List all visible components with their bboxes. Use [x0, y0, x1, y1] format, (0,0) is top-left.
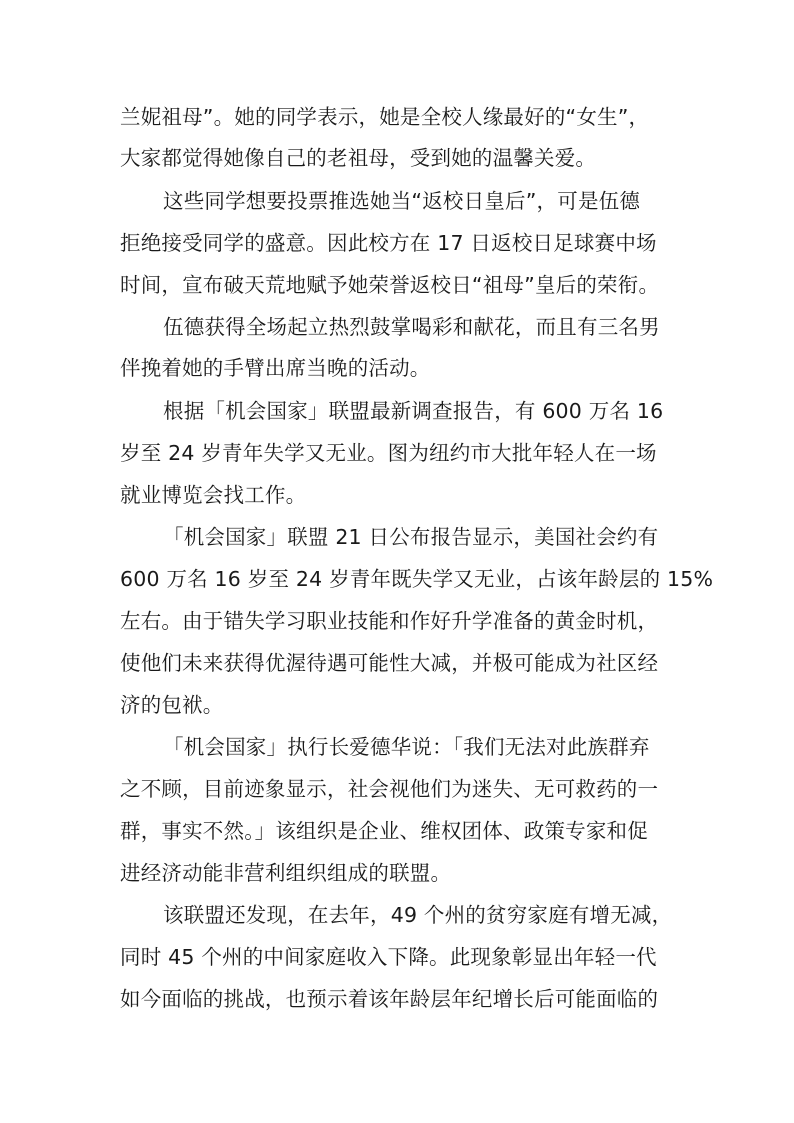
paragraph-line: 「机会国家」联盟 21 日公布报告显示，美国社会约有 — [163, 525, 659, 549]
paragraph-line: 大家都觉得她像自己的老祖母，受到她的温馨关爱。 — [120, 146, 597, 170]
paragraph-line: 伴挽着她的手臂出席当晚的活动。 — [120, 356, 431, 380]
paragraph-line: 伍德获得全场起立热烈鼓掌喝彩和献花，而且有三名男 — [163, 315, 660, 339]
paragraph-line: 之不顾，目前迹象显示，社会视他们为迷失、无可救药的一 — [120, 777, 659, 801]
paragraph-line: 时间，宣布破天荒地赋予她荣誉返校日“祖母”皇后的荣衔。 — [120, 273, 660, 297]
paragraph-line: 兰妮祖母”。她的同学表示，她是全校人缘最好的“女生”， — [120, 105, 650, 129]
paragraph-line: 如今面临的挑战，也预示着该年龄层年纪增长后可能面临的 — [120, 987, 659, 1011]
paragraph-line: 这些同学想要投票推选她当“返校日皇后”，可是伍德 — [163, 189, 641, 213]
paragraph-line: 同时 45 个州的中间家庭收入下降。此现象彰显出年轻一代 — [120, 945, 657, 969]
paragraph-line: 拒绝接受同学的盛意。因此校方在 17 日返校日足球赛中场 — [120, 231, 657, 255]
paragraph-line: 「机会国家」执行长爱德华说：「我们无法对此族群弃 — [163, 735, 650, 759]
paragraph-line: 左右。由于错失学习职业技能和作好升学准备的黄金时机， — [120, 609, 659, 633]
paragraph-line: 使他们未来获得优渥待遇可能性大减，并极可能成为社区经 — [120, 651, 659, 675]
paragraph-line: 就业博览会找工作。 — [120, 483, 307, 507]
paragraph-line: 进经济动能非营利组织组成的联盟。 — [120, 861, 452, 885]
paragraph-line: 600 万名 16 岁至 24 岁青年既失学又无业，占该年龄层的 15% — [120, 567, 714, 591]
paragraph-line: 根据「机会国家」联盟最新调查报告，有 600 万名 16 — [163, 399, 664, 423]
paragraph-line: 群，事实不然。」该组织是企业、维权团体、政策专家和促 — [120, 819, 648, 843]
paragraph-line: 岁至 24 岁青年失学又无业。图为纽约市大批年轻人在一场 — [120, 441, 657, 465]
paragraph-line: 济的包袱。 — [120, 693, 224, 717]
paragraph-line: 该联盟还发现，在去年，49 个州的贫穷家庭有增无减， — [163, 903, 673, 927]
